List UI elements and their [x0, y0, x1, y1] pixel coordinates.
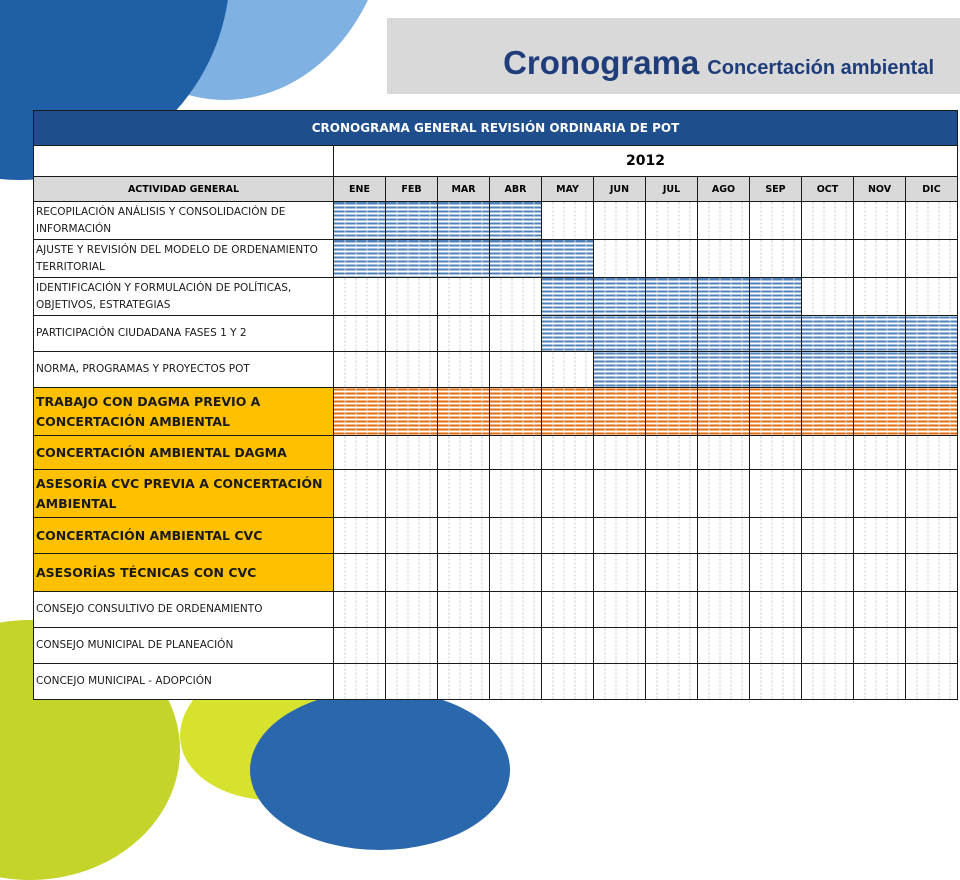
schedule-cell-oct [802, 202, 854, 240]
schedule-cell-feb [386, 388, 438, 436]
activity-label: CONCERTACIÓN AMBIENTAL DAGMA [34, 436, 334, 470]
schedule-cell-sep [750, 664, 802, 700]
schedule-cell-may [542, 240, 594, 278]
table-row [34, 202, 958, 240]
year-blank-cell [34, 146, 334, 177]
schedule-cell-ene [334, 518, 386, 554]
schedule-cell-ago [698, 518, 750, 554]
month-header-sep: SEP [750, 177, 802, 202]
schedule-cell-ago [698, 470, 750, 518]
activity-label: NORMA, PROGRAMAS Y PROYECTOS POT [34, 352, 334, 388]
schedule-cell-jun [594, 628, 646, 664]
schedule-cell-mar [438, 664, 490, 700]
schedule-cell-oct [802, 664, 854, 700]
schedule-cell-oct [802, 240, 854, 278]
schedule-cell-sep [750, 352, 802, 388]
schedule-cell-feb [386, 470, 438, 518]
schedule-cell-jun [594, 592, 646, 628]
schedule-cell-abr [490, 240, 542, 278]
schedule-cell-ago [698, 436, 750, 470]
schedule-cell-nov [854, 554, 906, 592]
schedule-cell-jul [646, 628, 698, 664]
schedule-cell-feb [386, 628, 438, 664]
activity-label: PARTICIPACIÓN CIUDADANA FASES 1 Y 2 [34, 316, 334, 352]
schedule-cell-ago [698, 628, 750, 664]
schedule-cell-jul [646, 278, 698, 316]
schedule-cell-feb [386, 518, 438, 554]
title-banner [387, 18, 960, 94]
schedule-cell-abr [490, 664, 542, 700]
table-header: CRONOGRAMA GENERAL REVISIÓN ORDINARIA DE POT [34, 111, 958, 146]
schedule-cell-feb [386, 278, 438, 316]
activity-label: CONCERTACIÓN AMBIENTAL CVC [34, 518, 334, 554]
schedule-cell-sep [750, 436, 802, 470]
schedule-cell-nov [854, 436, 906, 470]
month-header-oct: OCT [802, 177, 854, 202]
schedule-cell-nov [854, 278, 906, 316]
schedule-cell-jul [646, 592, 698, 628]
table-row [34, 592, 958, 628]
schedule-cell-mar [438, 470, 490, 518]
table-row [34, 436, 958, 470]
year-label: 2012 [334, 146, 958, 177]
schedule-cell-nov [854, 388, 906, 436]
schedule-cell-jul [646, 554, 698, 592]
schedule-cell-jun [594, 518, 646, 554]
schedule-cell-feb [386, 554, 438, 592]
schedule-cell-abr [490, 436, 542, 470]
activity-label: IDENTIFICACIÓN Y FORMULACIÓN DE POLÍTICAS, OBJETIVOS, ESTRATEGIAS [34, 278, 334, 316]
schedule-cell-jun [594, 316, 646, 352]
activity-label: ASESORÍAS TÉCNICAS CON CVC [34, 554, 334, 592]
schedule-cell-ene [334, 554, 386, 592]
schedule-cell-dic [906, 388, 958, 436]
schedule-cell-oct [802, 592, 854, 628]
schedule-cell-sep [750, 202, 802, 240]
schedule-cell-mar [438, 278, 490, 316]
activity-label: CONSEJO MUNICIPAL DE PLANEACIÓN [34, 628, 334, 664]
month-header-may: MAY [542, 177, 594, 202]
schedule-cell-oct [802, 470, 854, 518]
schedule-cell-jul [646, 470, 698, 518]
schedule-cell-sep [750, 470, 802, 518]
schedule-cell-abr [490, 592, 542, 628]
schedule-cell-abr [490, 352, 542, 388]
schedule-cell-ene [334, 240, 386, 278]
schedule-cell-oct [802, 316, 854, 352]
schedule-cell-abr [490, 470, 542, 518]
schedule-cell-sep [750, 388, 802, 436]
schedule-cell-sep [750, 554, 802, 592]
month-header-ene: ENE [334, 177, 386, 202]
schedule-cell-nov [854, 518, 906, 554]
page-title: Cronograma [503, 44, 700, 81]
schedule-cell-dic [906, 554, 958, 592]
schedule-cell-feb [386, 316, 438, 352]
schedule-cell-mar [438, 352, 490, 388]
schedule-cell-ago [698, 554, 750, 592]
schedule-cell-jun [594, 664, 646, 700]
schedule-cell-jun [594, 554, 646, 592]
schedule-cell-ene [334, 388, 386, 436]
schedule-cell-dic [906, 518, 958, 554]
schedule-cell-sep [750, 240, 802, 278]
schedule-cell-ago [698, 240, 750, 278]
schedule-cell-jul [646, 352, 698, 388]
month-header-jun: JUN [594, 177, 646, 202]
schedule-cell-ene [334, 352, 386, 388]
month-header-abr: ABR [490, 177, 542, 202]
schedule-cell-ene [334, 664, 386, 700]
schedule-cell-nov [854, 202, 906, 240]
table-row [34, 628, 958, 664]
schedule-cell-dic [906, 436, 958, 470]
schedule-cell-jul [646, 202, 698, 240]
table-row [34, 470, 958, 518]
schedule-cell-dic [906, 592, 958, 628]
schedule-cell-jun [594, 240, 646, 278]
schedule-cell-jul [646, 664, 698, 700]
schedule-cell-may [542, 554, 594, 592]
month-header-ago: AGO [698, 177, 750, 202]
schedule-cell-abr [490, 202, 542, 240]
schedule-cell-dic [906, 202, 958, 240]
schedule-cell-may [542, 278, 594, 316]
schedule-cell-nov [854, 316, 906, 352]
schedule-cell-dic [906, 628, 958, 664]
schedule-cell-ago [698, 592, 750, 628]
schedule-cell-dic [906, 470, 958, 518]
month-header-jul: JUL [646, 177, 698, 202]
table-row [34, 278, 958, 316]
schedule-cell-may [542, 388, 594, 436]
schedule-cell-feb [386, 436, 438, 470]
schedule-table [33, 110, 958, 700]
activity-label: ASESORÍA CVC PREVIA A CONCERTACIÓN AMBIENTAL [34, 470, 334, 518]
schedule-cell-oct [802, 436, 854, 470]
schedule-cell-jun [594, 470, 646, 518]
schedule-cell-feb [386, 202, 438, 240]
schedule-cell-ene [334, 592, 386, 628]
month-header-feb: FEB [386, 177, 438, 202]
schedule-cell-oct [802, 554, 854, 592]
schedule-cell-nov [854, 592, 906, 628]
schedule-cell-ago [698, 316, 750, 352]
activity-label: CONCEJO MUNICIPAL - ADOPCIÓN [34, 664, 334, 700]
schedule-cell-feb [386, 352, 438, 388]
schedule-cell-jul [646, 436, 698, 470]
schedule-cell-dic [906, 240, 958, 278]
activity-label: RECOPILACIÓN ANÁLISIS Y CONSOLIDACIÓN DE INFORMACIÓN [34, 202, 334, 240]
schedule-cell-abr [490, 388, 542, 436]
schedule-cell-abr [490, 278, 542, 316]
schedule-cell-may [542, 518, 594, 554]
schedule-cell-jun [594, 202, 646, 240]
schedule-cell-may [542, 592, 594, 628]
activity-column-header: ACTIVIDAD GENERAL [34, 177, 334, 202]
decorative-blue-bottom-shape [250, 690, 510, 850]
schedule-cell-jun [594, 352, 646, 388]
table-row [34, 352, 958, 388]
schedule-cell-may [542, 352, 594, 388]
schedule-cell-mar [438, 388, 490, 436]
schedule-cell-dic [906, 664, 958, 700]
schedule-cell-sep [750, 278, 802, 316]
schedule-cell-abr [490, 518, 542, 554]
schedule-cell-oct [802, 518, 854, 554]
schedule-cell-jul [646, 518, 698, 554]
schedule-cell-ene [334, 316, 386, 352]
schedule-cell-oct [802, 278, 854, 316]
schedule-cell-mar [438, 518, 490, 554]
schedule-cell-ene [334, 436, 386, 470]
schedule-cell-may [542, 436, 594, 470]
month-header-nov: NOV [854, 177, 906, 202]
schedule-cell-sep [750, 628, 802, 664]
schedule-cell-dic [906, 352, 958, 388]
table-row [34, 316, 958, 352]
schedule-cell-ago [698, 352, 750, 388]
schedule-cell-jun [594, 388, 646, 436]
schedule-cell-feb [386, 240, 438, 278]
schedule-cell-may [542, 316, 594, 352]
schedule-cell-mar [438, 316, 490, 352]
schedule-cell-dic [906, 316, 958, 352]
schedule-cell-ene [334, 470, 386, 518]
schedule-cell-mar [438, 628, 490, 664]
schedule-cell-ago [698, 664, 750, 700]
schedule-cell-mar [438, 592, 490, 628]
schedule-cell-feb [386, 592, 438, 628]
schedule-cell-sep [750, 592, 802, 628]
schedule-cell-may [542, 202, 594, 240]
schedule-cell-ago [698, 388, 750, 436]
page-subtitle: Concertación ambiental [707, 57, 934, 79]
schedule-cell-mar [438, 554, 490, 592]
schedule-cell-jul [646, 316, 698, 352]
schedule-cell-abr [490, 554, 542, 592]
schedule-cell-abr [490, 628, 542, 664]
month-header-mar: MAR [438, 177, 490, 202]
month-header-dic: DIC [906, 177, 958, 202]
schedule-cell-mar [438, 240, 490, 278]
schedule-cell-nov [854, 352, 906, 388]
schedule-cell-abr [490, 316, 542, 352]
schedule-cell-ago [698, 202, 750, 240]
table-row [34, 554, 958, 592]
schedule-cell-jun [594, 278, 646, 316]
schedule-cell-jun [594, 436, 646, 470]
schedule-cell-may [542, 664, 594, 700]
schedule-cell-dic [906, 278, 958, 316]
schedule-cell-ago [698, 278, 750, 316]
activity-label: TRABAJO CON DAGMA PREVIO A CONCERTACIÓN AMBIENTAL [34, 388, 334, 436]
schedule-cell-nov [854, 628, 906, 664]
activity-label: AJUSTE Y REVISIÓN DEL MODELO DE ORDENAMIENTO TERRITORIAL [34, 240, 334, 278]
schedule-cell-nov [854, 470, 906, 518]
table-row [34, 388, 958, 436]
table-row [34, 664, 958, 700]
table-row [34, 518, 958, 554]
schedule-cell-mar [438, 436, 490, 470]
schedule-cell-mar [438, 202, 490, 240]
schedule-cell-oct [802, 352, 854, 388]
schedule-cell-nov [854, 240, 906, 278]
schedule-cell-nov [854, 664, 906, 700]
schedule-cell-may [542, 628, 594, 664]
schedule-cell-sep [750, 316, 802, 352]
schedule-cell-ene [334, 202, 386, 240]
schedule-cell-may [542, 470, 594, 518]
activity-label: CONSEJO CONSULTIVO DE ORDENAMIENTO [34, 592, 334, 628]
schedule-cell-ene [334, 278, 386, 316]
schedule-cell-sep [750, 518, 802, 554]
schedule-cell-oct [802, 628, 854, 664]
schedule-cell-ene [334, 628, 386, 664]
schedule-cell-jul [646, 388, 698, 436]
table-row [34, 240, 958, 278]
schedule-cell-feb [386, 664, 438, 700]
schedule-cell-jul [646, 240, 698, 278]
schedule-cell-oct [802, 388, 854, 436]
